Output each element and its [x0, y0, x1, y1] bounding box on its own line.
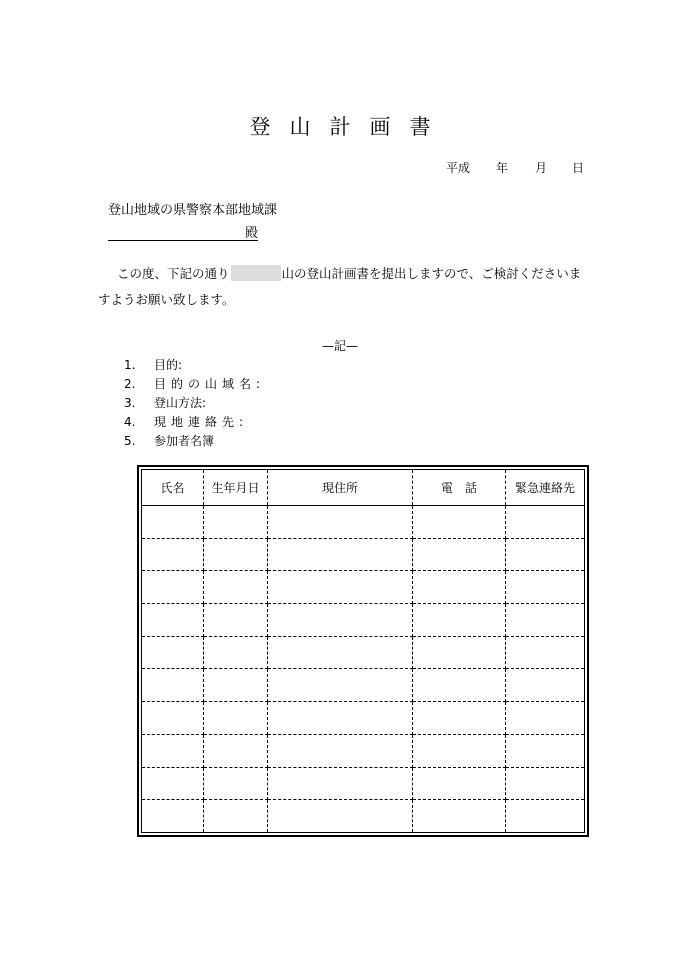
table-cell[interactable] — [413, 669, 506, 702]
table-cell[interactable] — [268, 669, 413, 702]
table-cell[interactable] — [142, 702, 204, 735]
table-cell[interactable] — [142, 636, 204, 669]
table-row — [142, 506, 585, 539]
table-cell[interactable] — [204, 571, 268, 604]
recipient-name-underline — [108, 240, 258, 241]
table-row — [142, 767, 585, 800]
item-label: 目的: — [154, 358, 183, 372]
table-cell[interactable] — [204, 734, 268, 767]
item-label: 現地連絡先: — [154, 415, 249, 429]
mountain-name-blank — [231, 265, 281, 281]
table-cell[interactable] — [268, 800, 413, 833]
table-row — [142, 800, 585, 833]
table-body — [142, 506, 585, 833]
table-cell[interactable] — [506, 734, 585, 767]
table-cell[interactable] — [413, 800, 506, 833]
item-label: 参加者名簿 — [154, 434, 215, 448]
item-local-contact — [124, 414, 248, 430]
table-row — [142, 538, 585, 571]
header-birthdate: 生年月日 — [204, 470, 268, 506]
table-cell[interactable] — [142, 669, 204, 702]
table-cell[interactable] — [413, 702, 506, 735]
table-cell[interactable] — [268, 538, 413, 571]
table-cell[interactable] — [204, 506, 268, 539]
table-cell[interactable] — [268, 604, 413, 637]
table-cell[interactable] — [142, 506, 204, 539]
table-cell[interactable] — [268, 734, 413, 767]
item-label: 目的の山域名: — [154, 377, 266, 391]
table-header-row — [142, 470, 585, 506]
participants-table-frame — [137, 465, 589, 837]
item-method — [124, 395, 206, 411]
body-line-1 — [117, 265, 581, 283]
body-pre: この度、下記の通り — [117, 266, 230, 281]
table-cell[interactable] — [413, 538, 506, 571]
table-cell[interactable] — [506, 604, 585, 637]
page-title: 登山計画書 — [249, 115, 450, 139]
item-number: 4. — [124, 415, 136, 429]
table-row — [142, 669, 585, 702]
ki-heading: —記— — [321, 339, 358, 353]
table-cell[interactable] — [204, 604, 268, 637]
table-cell[interactable] — [506, 538, 585, 571]
table-cell[interactable] — [413, 506, 506, 539]
header-phone: 電 話 — [413, 470, 506, 506]
item-number: 3. — [124, 396, 136, 410]
table-cell[interactable] — [413, 636, 506, 669]
table-cell[interactable] — [506, 571, 585, 604]
table-row — [142, 636, 585, 669]
table-cell[interactable] — [413, 571, 506, 604]
table-cell[interactable] — [268, 636, 413, 669]
item-number: 1. — [124, 358, 136, 372]
header-address: 現住所 — [268, 470, 413, 506]
table-cell[interactable] — [268, 702, 413, 735]
table-cell[interactable] — [142, 538, 204, 571]
recipient-org: 登山地域の県警察本部地域課 — [108, 203, 278, 218]
recipient-honorific: 殿 — [245, 226, 259, 241]
table-cell[interactable] — [506, 669, 585, 702]
body-line-2: すようお願い致します。 — [98, 292, 235, 307]
date-era: 平成 — [446, 161, 471, 175]
table-cell[interactable] — [142, 800, 204, 833]
header-emergency-contact: 緊急連絡先 — [506, 470, 585, 506]
table-row — [142, 734, 585, 767]
item-participants — [124, 433, 214, 449]
table-row — [142, 604, 585, 637]
table-cell[interactable] — [204, 800, 268, 833]
item-number: 2. — [124, 377, 136, 391]
table-cell[interactable] — [204, 538, 268, 571]
table-cell[interactable] — [204, 636, 268, 669]
date-year: 年 — [496, 161, 509, 175]
table-cell[interactable] — [413, 767, 506, 800]
table-cell[interactable] — [142, 604, 204, 637]
table-cell[interactable] — [142, 734, 204, 767]
table-cell[interactable] — [506, 800, 585, 833]
table-cell[interactable] — [204, 669, 268, 702]
table-cell[interactable] — [142, 767, 204, 800]
table-row — [142, 702, 585, 735]
table-cell[interactable] — [268, 506, 413, 539]
table-cell[interactable] — [204, 767, 268, 800]
table-cell[interactable] — [506, 702, 585, 735]
item-number: 5. — [124, 434, 136, 448]
table-row — [142, 571, 585, 604]
body-post: 山の登山計画書を提出しますので、ご検討くださいま — [281, 266, 582, 281]
item-label: 登山方法: — [154, 396, 207, 410]
table-cell[interactable] — [413, 734, 506, 767]
table-cell[interactable] — [142, 571, 204, 604]
table-cell[interactable] — [506, 506, 585, 539]
date-day: 日 — [572, 161, 585, 175]
item-mountain-area — [124, 376, 265, 392]
participants-table — [141, 469, 585, 833]
table-cell[interactable] — [268, 767, 413, 800]
table-cell[interactable] — [413, 604, 506, 637]
item-purpose — [124, 357, 182, 373]
table-cell[interactable] — [506, 636, 585, 669]
date-month: 月 — [535, 161, 548, 175]
header-name: 氏名 — [142, 470, 204, 506]
table-cell[interactable] — [204, 702, 268, 735]
table-cell[interactable] — [268, 571, 413, 604]
table-cell[interactable] — [506, 767, 585, 800]
